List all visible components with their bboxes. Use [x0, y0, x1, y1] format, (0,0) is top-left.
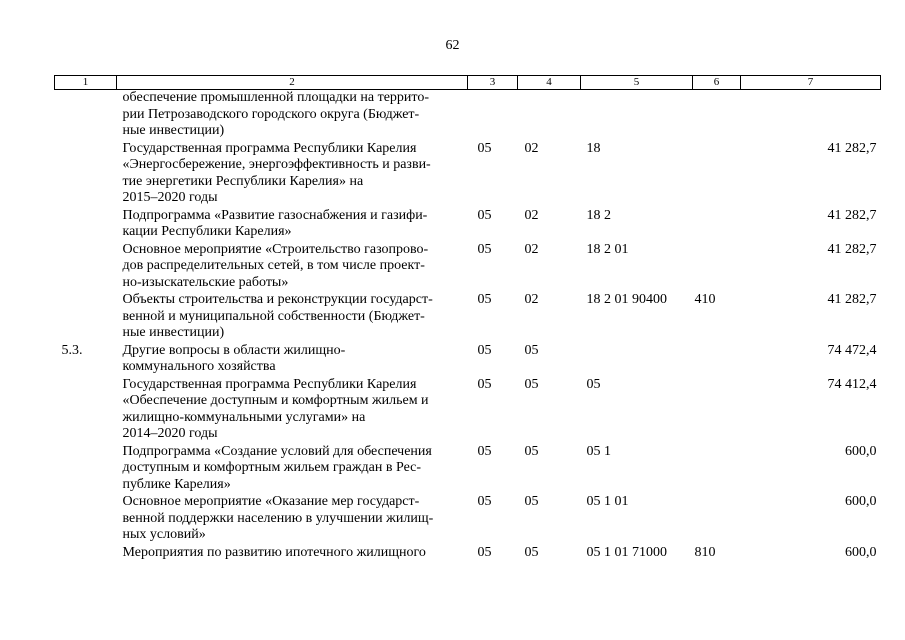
expense-type-code	[693, 494, 741, 545]
subsection-code: 02	[524, 140, 539, 156]
item-name: Подпрограмма «Создание условий для обеспечения доступным и комфортным жильем граждан в Рес- публике Карелия»	[122, 443, 432, 492]
section-code: 05	[477, 207, 492, 223]
section-code: 05	[477, 241, 492, 257]
section-code: 05	[477, 443, 492, 459]
table-row	[55, 242, 881, 293]
section-code: 05	[477, 292, 492, 307]
section-code: 05	[477, 376, 492, 392]
subsection-code: 05	[524, 494, 539, 509]
table-row	[55, 494, 881, 545]
amount: 600,0	[845, 544, 877, 560]
page-number: 62	[445, 38, 460, 53]
column-header-2: 2	[117, 76, 468, 90]
target-article-code	[581, 343, 693, 377]
target-article-code	[581, 90, 693, 141]
table-row	[55, 343, 881, 377]
row-number: 5.3.	[61, 342, 83, 358]
expense-type-code	[693, 377, 741, 444]
subsection-code: 02	[524, 292, 539, 307]
budget-table	[54, 75, 881, 562]
target-article-code: 05 1 01 71000	[586, 544, 667, 560]
row-number	[55, 292, 117, 343]
row-number	[55, 141, 117, 208]
amount: 600,0	[845, 443, 877, 459]
expense-type-code	[693, 242, 741, 293]
subsection-code: 05	[524, 443, 539, 459]
expense-type-code: 410	[694, 292, 716, 307]
expense-type-code	[693, 444, 741, 495]
item-name: Основное мероприятие «Строительство газопрово- дов распределительных сетей, в том числе проект- но-изыскательские работы»	[122, 241, 429, 290]
row-number	[55, 545, 117, 563]
item-name: Другие вопросы в области жилищно- коммунального хозяйства	[122, 342, 346, 374]
item-name: Основное мероприятие «Оказание мер государст- венной поддержки населению в улучшении жилищ- ных условий»	[122, 494, 434, 542]
table-header	[55, 76, 881, 90]
table-row	[55, 90, 881, 141]
expense-type-code: 810	[694, 544, 716, 560]
expense-type-code	[693, 90, 741, 141]
item-name: обеспечение промышленной площадки на террито- рии Петрозаводского городского округа (Бюджет- ные инвестиции)	[122, 90, 429, 138]
table-row	[55, 444, 881, 495]
row-number	[55, 90, 117, 141]
amount: 41 282,7	[827, 241, 877, 257]
subsection-code: 02	[524, 207, 539, 223]
column-header-5: 5	[581, 76, 693, 90]
section-code	[468, 90, 518, 141]
subsection-code: 02	[524, 241, 539, 257]
target-article-code: 18	[586, 140, 601, 156]
expense-type-code	[693, 208, 741, 242]
table-row	[55, 208, 881, 242]
column-header-7: 7	[741, 76, 881, 90]
subsection-code: 05	[524, 342, 539, 358]
section-code: 05	[477, 544, 492, 560]
subsection-code: 05	[524, 376, 539, 392]
amount: 600,0	[845, 494, 877, 509]
column-header-4: 4	[518, 76, 581, 90]
table-row	[55, 545, 881, 563]
row-number	[55, 208, 117, 242]
target-article-code: 05	[586, 376, 601, 392]
amount: 74 412,4	[827, 376, 877, 392]
row-number	[55, 377, 117, 444]
row-number	[55, 444, 117, 495]
item-name: Государственная программа Республики Карелия «Энергосбережение, энергоэффективность и разви- тие энергетики Республики Карелия» на 2015–2020 годы	[122, 140, 431, 205]
table-row	[55, 292, 881, 343]
column-header-3: 3	[468, 76, 518, 90]
target-article-code: 18 2	[586, 207, 611, 223]
row-number	[55, 494, 117, 545]
item-name: Объекты строительства и реконструкции государст- венной и муниципальной собственности (Бюджет- ные инвестиции)	[122, 292, 433, 340]
amount: 41 282,7	[827, 207, 877, 223]
row-number	[55, 242, 117, 293]
target-article-code: 05 1 01	[586, 494, 629, 509]
target-article-code: 05 1	[586, 443, 611, 459]
subsection-code	[518, 90, 581, 141]
column-header-6: 6	[693, 76, 741, 90]
amount	[741, 90, 881, 141]
amount: 41 282,7	[827, 292, 877, 307]
table-body	[55, 90, 881, 563]
item-name: Подпрограмма «Развитие газоснабжения и газифи- кации Республики Карелия»	[122, 207, 428, 239]
section-code: 05	[477, 342, 492, 358]
table-row	[55, 141, 881, 208]
item-name: Государственная программа Республики Карелия «Обеспечение доступным и комфортным жильем и жилищно-коммунальными услугами» на 2014–2020 годы	[122, 376, 429, 441]
section-code: 05	[477, 140, 492, 156]
item-name: Мероприятия по развитию ипотечного жилищного	[122, 544, 426, 560]
table-row	[55, 377, 881, 444]
subsection-code: 05	[524, 544, 539, 560]
column-header-1: 1	[55, 76, 117, 90]
section-code: 05	[477, 494, 492, 509]
target-article-code: 18 2 01	[586, 241, 629, 257]
expense-type-code	[693, 141, 741, 208]
amount: 74 472,4	[827, 342, 877, 358]
amount: 41 282,7	[827, 140, 877, 156]
target-article-code: 18 2 01 90400	[586, 292, 667, 307]
expense-type-code	[693, 343, 741, 377]
header-row	[55, 76, 881, 90]
